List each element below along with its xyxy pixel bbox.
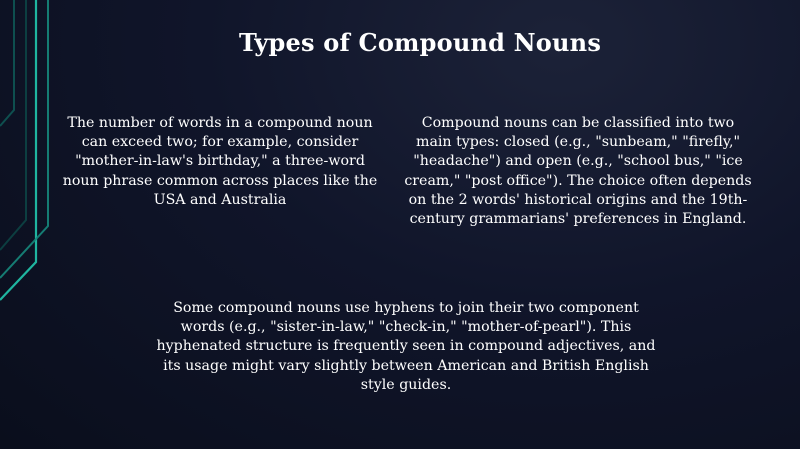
- left-paragraph: The number of words in a compound noun can exceed two; for example, consider "mother-in-law's birthday," a three-word noun phrase common across places like the USA and Australia: [62, 115, 378, 208]
- slide-title: Types of Compound Nouns: [238, 28, 602, 57]
- bottom-paragraph: Some compound nouns use hyphens to join their two component words (e.g., "sister-in-law," "check-in," "mother-of-pearl"). This hyphenated structure is frequently seen in compound adjectives, and its usage might vary slightly between American and British English style guides.: [156, 300, 656, 393]
- accent-line-outer: [0, 0, 14, 126]
- right-paragraph: Compound nouns can be classified into two main types: closed (e.g., "sunbeam," "firefly," "headache") and open (e.g., "school bus," "ice cream," "post office"). The choice often depends on the 2 words' historical origins and the 19th-century grammarians' preferences in England.: [404, 115, 752, 228]
